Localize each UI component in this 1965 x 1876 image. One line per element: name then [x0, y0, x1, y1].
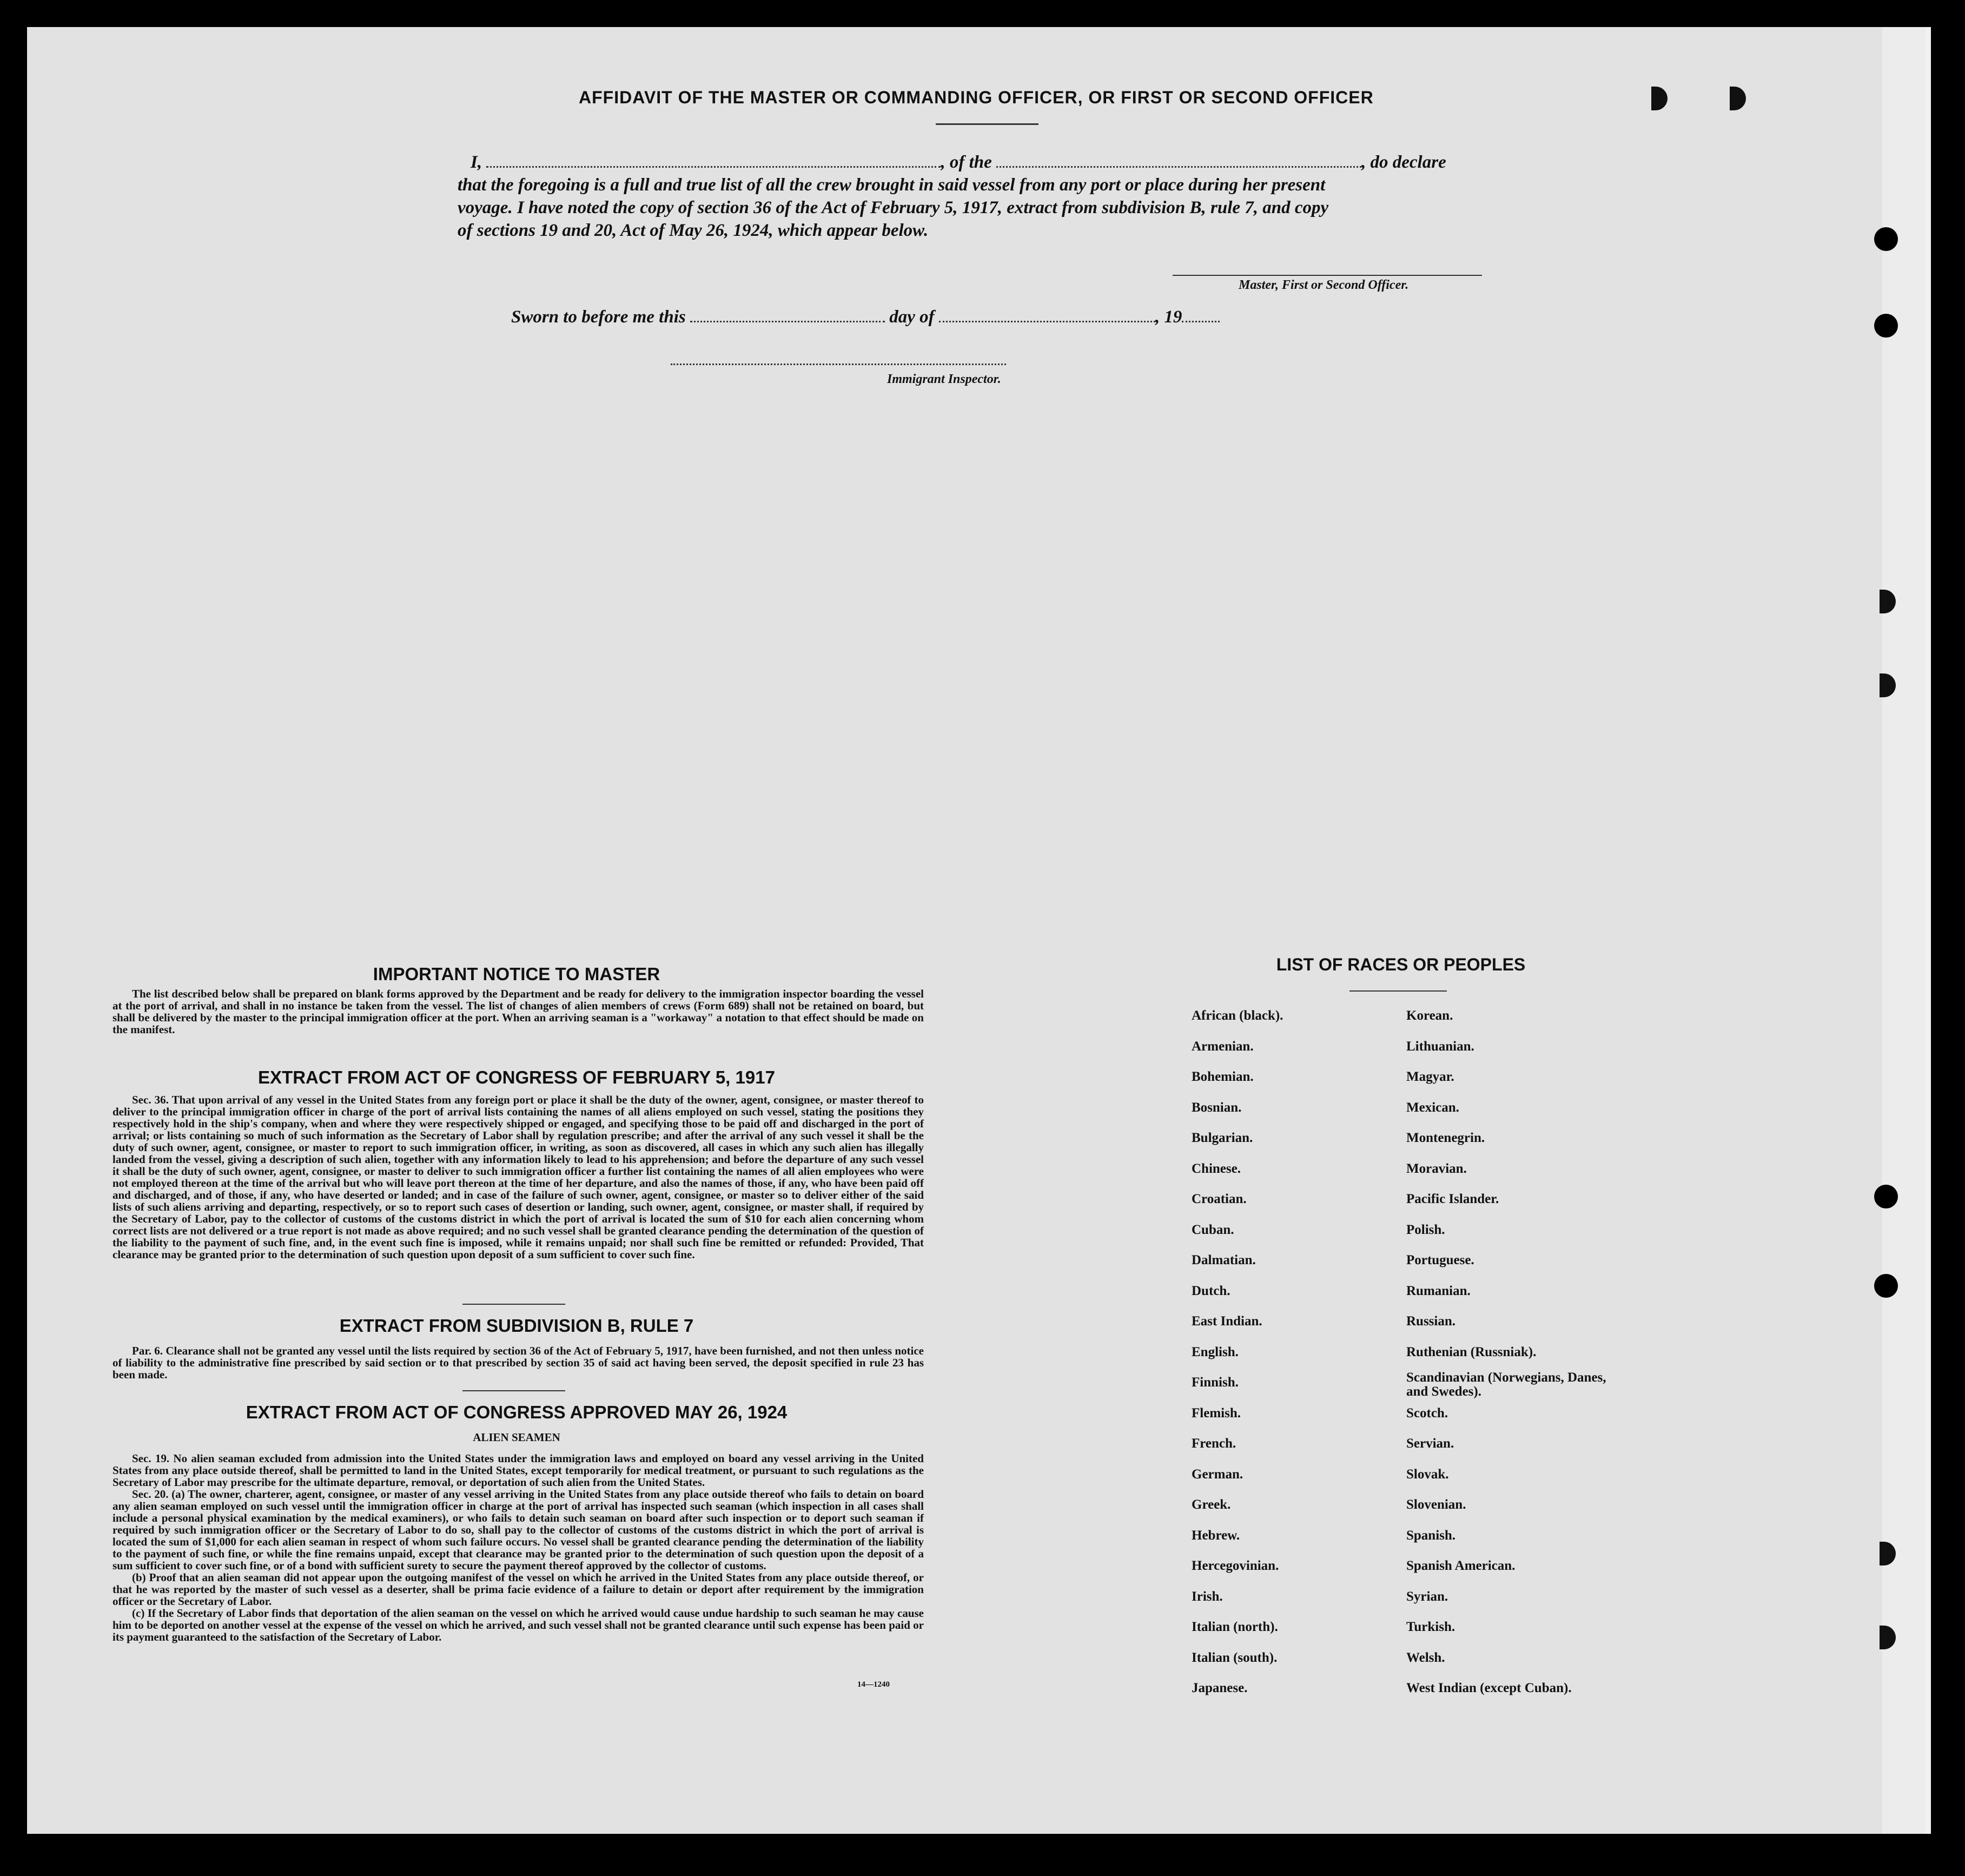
- sworn-year-field[interactable]: [1182, 321, 1220, 322]
- race-item: Pacific Islander.: [1406, 1192, 1499, 1206]
- inspector-label: Immigrant Inspector.: [887, 372, 1001, 386]
- extract-1924-body: [113, 1452, 924, 1643]
- race-item: Hebrew.: [1192, 1528, 1240, 1543]
- race-item: Spanish American.: [1406, 1558, 1516, 1573]
- race-item: Welsh.: [1406, 1650, 1445, 1665]
- race-item: Ruthenian (Russniak).: [1406, 1344, 1537, 1359]
- title-underline: [936, 123, 1038, 125]
- section-20a-paragraph: Sec. 20. (a) The owner, charterer, agent, consignee, or master of any vessel arriving in the United States from any place outside thereof who fails to detain on board any alien seaman employed on such vessel until the immigration officer in charge at the port of arrival has inspected such seaman (which inspection in all cases shall include a personal physical examination by the medical examiners), or who fails to detain such seaman on board after such inspection or to deport such seaman if required by such immigration officer or the Secretary of Labor to do so, shall pay to the collector of customs of the customs district in which the port of arrival is located the sum of $1,000 for each alien seaman in respect of whom such failure occurs. No vessel shall be granted clearance pending the determination of the liability to the payment of such fine, or while the fine remains unpaid, except that clearance may be granted prior to the determination of such question upon the deposit of a sum sufficient to cover such fine, or of a bond with sufficient surety to secure the payment thereof approved by the collector of customs.: [113, 1488, 924, 1572]
- form-number: 14—1240: [857, 1680, 890, 1689]
- of-the-label: , of the: [941, 153, 992, 172]
- race-item: Mexican.: [1406, 1100, 1459, 1115]
- race-item: Portuguese.: [1406, 1253, 1474, 1267]
- section-20c-paragraph: (c) If the Secretary of Labor finds that deportation of the alien seaman on the vessel on which he arrived would cause undue hardship to such seaman he may cause him to be deported on another vessel at the expense of the vessel on which he arrived, and such vessel shall not be granted clearance until such expense has been paid or its payment guaranteed to the satisfaction of the Secretary of Labor.: [113, 1607, 924, 1643]
- section-20b-paragraph: (b) Proof that an alien seaman did not appear upon the outgoing manifest of the vessel on which he arrived in the United States from any place outside thereof, or that he was reported by the master of such vessel as a deserter, shall be prima facie evidence of a failure to detain or deport after requirement by the immigration officer or the Secretary of Labor.: [113, 1571, 924, 1608]
- day-of-label: day of: [889, 307, 935, 327]
- do-declare-label: , do declare: [1361, 153, 1446, 172]
- race-item: Flemish.: [1192, 1405, 1241, 1421]
- section-divider: [462, 1304, 565, 1305]
- notice-title: IMPORTANT NOTICE TO MASTER: [373, 964, 660, 984]
- alien-seamen-subtitle: ALIEN SEAMEN: [473, 1431, 560, 1444]
- notice-paragraph: The list described below shall be prepared on blank forms approved by the Department and be ready for delivery to the immigration inspector boarding the vessel at the port of arrival, and shall in no instance be taken from the vessel. The list of changes of alien members of crews (Form 689) shall not be retained on board, but shall be delivered by the master to the principal immigration officer at the port. When an arriving seaman is a "workaway" a notation to that effect should be made on the manifest.: [113, 987, 924, 1036]
- race-item: Rumanian.: [1406, 1283, 1471, 1298]
- par-6-paragraph: Par. 6. Clearance shall not be granted any vessel until the lists required by section 36 of the Act of February 5, 1917, have been furnished, and not then unless notice of liability to the administrative fine prescribed by said section or to that prescribed by section 35 of said act having been served, the deposit specified in rule 23 has been made.: [113, 1344, 924, 1381]
- affidavit-line-3: voyage. I have noted the copy of section 36 of the Act of February 5, 1917, extract from subdivision B, rule 7, and copy: [458, 198, 1329, 217]
- race-item: Lithuanian.: [1406, 1039, 1474, 1054]
- race-item: Bosnian.: [1192, 1100, 1242, 1115]
- race-item: Italian (south).: [1192, 1650, 1278, 1665]
- race-item: Cuban.: [1192, 1222, 1234, 1237]
- race-item: French.: [1192, 1436, 1236, 1451]
- race-item: Bohemian.: [1192, 1069, 1254, 1084]
- race-item: Armenian.: [1192, 1039, 1254, 1054]
- binder-hole: [1874, 314, 1898, 338]
- sworn-line: [511, 307, 1220, 327]
- race-item: Servian.: [1406, 1436, 1454, 1451]
- section-divider: [462, 1390, 565, 1391]
- binder-hole: [1874, 1274, 1898, 1298]
- master-signature-label: Master, First or Second Officer.: [1239, 278, 1409, 292]
- sworn-date-field[interactable]: [690, 321, 885, 322]
- sworn-label: Sworn to before me this: [511, 307, 686, 327]
- affidavit-title: AFFIDAVIT OF THE MASTER OR COMMANDING OFFICER, OR FIRST OR SECOND OFFICER: [579, 88, 1374, 107]
- race-item: African (black).: [1192, 1008, 1283, 1023]
- extract-1917-title: EXTRACT FROM ACT OF CONGRESS OF FEBRUARY 5, 1917: [258, 1067, 775, 1087]
- race-item: Russian.: [1406, 1314, 1456, 1329]
- binder-hole: [1874, 1185, 1898, 1208]
- race-item: Bulgarian.: [1192, 1131, 1253, 1145]
- race-item: Moravian.: [1406, 1161, 1467, 1176]
- race-item: East Indian.: [1192, 1314, 1262, 1329]
- race-item: West Indian (except Cuban).: [1406, 1681, 1572, 1695]
- races-title-underline: [1349, 990, 1447, 992]
- race-item: Chinese.: [1192, 1161, 1241, 1176]
- race-item: Scandinavian (Norwegians, Danes, and Swedes).: [1406, 1370, 1606, 1399]
- affidavit-line-1: [471, 153, 1520, 173]
- race-item: Magyar.: [1406, 1069, 1454, 1084]
- master-signature-line[interactable]: [1173, 275, 1482, 276]
- affidavit-i-label: I,: [471, 153, 482, 172]
- race-item: English.: [1192, 1344, 1239, 1359]
- race-item: Montenegrin.: [1406, 1131, 1485, 1145]
- extract-1917-body: [113, 1094, 924, 1260]
- race-item: Slovak.: [1406, 1467, 1449, 1482]
- section-36-paragraph: Sec. 36. That upon arrival of any vessel in the United States from any foreign port or place it shall be the duty of the owner, agent, consignee, or master thereof to deliver to the principal immigration officer in charge of the port of arrival lists containing the names of all aliens employed on such vessel, stating the positions they respectively hold in the ship's company, when and where they were respectively shipped or engaged, and specifying those to be paid off and discharged in the port of arrival; or lists containing so much of such information as the Secretary of Labor shall by regulation prescribe; and after the arrival of any such vessel it shall be the duty of such owner, agent, consignee, or master to report to such immigration officer, in writing, as soon as discovered, all cases in which any such alien has illegally landed from the vessel, giving a description of such alien, together with any information likely to lead to his apprehension; and before the departure of any such vessel it shall be the duty of such owner, agent, consignee, or master to deliver to such immigration officer a further list containing the names of all alien employees who were not employed thereon at the time of the arrival but who will leave port thereon at the time of her departure, and also the names of those, if any, who have been paid off and discharged, and of those, if any, who have deserted or landed; and in case of the failure of such owner, agent, consignee, or master so to deliver either of the said lists of such aliens arriving and departing, respectively, or so to report such cases of desertion or landing, such owner, agent, consignee, or master shall, if required by the Secretary of Labor, pay to the collector of customs of the customs district in which the port of arrival is located the sum of $10 for each alien concerning whom correct lists are not delivered or a true report is not made as above required; and no such vessel shall be granted clearance pending the determination of the question of the liability to the payment of such fine, and, in the event such fine is imposed, while it remains unpaid; nor shall such fine be remitted or refunded: Provided, That clearance may be granted prior to the determination of such question upon deposit of a sum sufficient to cover such fine.: [113, 1093, 924, 1261]
- race-item: Slovenian.: [1406, 1497, 1466, 1512]
- race-item: Polish.: [1406, 1222, 1445, 1237]
- race-item: Syrian.: [1406, 1589, 1448, 1604]
- race-item: Spanish.: [1406, 1528, 1456, 1543]
- race-item: Scotch.: [1406, 1405, 1448, 1421]
- race-item: Dutch.: [1192, 1283, 1230, 1298]
- notice-body: [113, 988, 924, 1035]
- race-item: Finnish.: [1192, 1375, 1239, 1390]
- race-item: Croatian.: [1192, 1192, 1247, 1206]
- section-19-paragraph: Sec. 19. No alien seaman excluded from admission into the United States under the immigration laws and employed on board any vessel arriving in the United States from any place outside thereof, shall be permitted to land in the United States, except temporarily for medical treatment, or pursuant to such regulations as the Secretary of Labor may prescribe for the ultimate departure, removal, or deportation of such alien from the United States.: [113, 1452, 924, 1489]
- binder-hole: [1874, 227, 1898, 251]
- affidavit-line-2: that the foregoing is a full and true list of all the crew brought in said vessel from any port or place during her present: [458, 175, 1326, 195]
- affidavit-line-4: of sections 19 and 20, Act of May 26, 1924, which appear below.: [458, 221, 929, 240]
- race-item: Greek.: [1192, 1497, 1231, 1512]
- race-item: Hercegovinian.: [1192, 1558, 1279, 1573]
- extract-rule7-body: [113, 1345, 924, 1380]
- race-item: German.: [1192, 1467, 1243, 1482]
- races-title: LIST OF RACES OR PEOPLES: [1276, 955, 1526, 974]
- year-label: , 19: [1155, 307, 1182, 327]
- race-item: Italian (north).: [1192, 1620, 1278, 1634]
- extract-1924-title: EXTRACT FROM ACT OF CONGRESS APPROVED MAY 26, 1924: [246, 1402, 788, 1422]
- sworn-month-field[interactable]: [939, 321, 1155, 322]
- vessel-name-field[interactable]: [996, 166, 1361, 168]
- race-item: Irish.: [1192, 1589, 1223, 1604]
- inspector-signature-line[interactable]: [671, 364, 1006, 365]
- master-name-field[interactable]: [486, 166, 941, 168]
- race-item: Korean.: [1406, 1008, 1453, 1023]
- extract-rule7-title: EXTRACT FROM SUBDIVISION B, RULE 7: [339, 1316, 694, 1336]
- race-item: Japanese.: [1192, 1681, 1248, 1695]
- race-item: Dalmatian.: [1192, 1253, 1256, 1267]
- race-item: Turkish.: [1406, 1620, 1455, 1634]
